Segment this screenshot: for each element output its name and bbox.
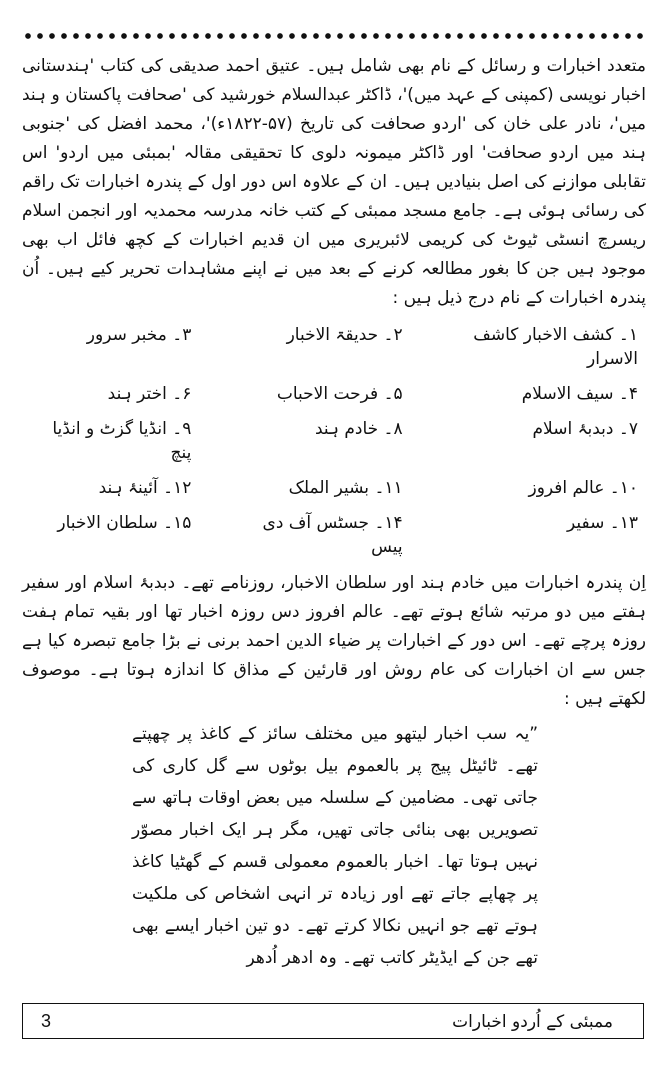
intro-paragraph: متعدد اخبارات و رسائل کے نام بھی شامل ہیں۔ عتیق احمد صدیقی کی کتاب 'ہندستانی اخبار نویسی (کمپنی کے عہد میں)'، ڈاکٹر عبدالسلام خورشید کی 'صحافت پاکستان و ہند میں'، نادر علی خان کی 'اردو صحافت کی تاریخ (۵۷-۱۸۲۲ء)'، محمد افضل کی 'جنوبی ہند میں اردو صحافت' اور ڈاکٹر میمونہ دلوی کا تحقیقی مقالہ 'بمبئی میں اردو' اس تقابلی موازنے کی اصل بنیادیں ہیں۔ ان کے علاوہ اس دور اول کے پندرہ اخبارات تک راقم کی رسائی ہوئی ہے۔ جامع مسجد ممبئی کے کتب خانہ مدرسہ محمدیہ اور انجمن اسلام ریسرچ انسٹی ٹیوٹ کی کریمی لائبریری میں ان قدیم اخبارات کے کچھ فائل اب بھی موجود ہیں جن کا بغور مطالعہ کرنے کے بعد میں نے اپنے مشاہدات تحریر کیے ہیں۔ اُن پندرہ اخبارات کے نام درج ذیل ہیں : xyxy=(22,56,646,308)
top-dotted-rule xyxy=(22,32,646,40)
list-item: ۱۴۔ جسٹس آف دی پیس xyxy=(262,513,403,557)
analysis-paragraph: اِن پندرہ اخبارات میں خادم ہند اور سلطان الاخبار، روزنامے تھے۔ دبدبۂ اسلام اور سفیر ہفتے میں دو مرتبہ شائع ہوتے تھے۔ عالم افروز دس روزہ اخبار تھا اور بقیہ تمام ہفت روزہ پرچے تھے۔ اس دور کے اخبارات پر ضیاء الدین احمد برنی نے بڑا جامع تبصرہ کیا ہے جس سے ان اخبارات کی عام روش اور قارئین کے مذاق کا اندازہ ہوتا ہے۔ موصوف لکھتے ہیں : xyxy=(22,573,646,709)
list-item: ۴۔ سیف الاسلام xyxy=(521,384,638,404)
list-item: ۷۔ دبدبۂ اسلام xyxy=(532,419,638,439)
list-item: ۹۔ انڈیا گزٹ و انڈیا پنچ xyxy=(52,419,192,463)
list-item: ۸۔ خادم ہند xyxy=(314,419,403,439)
list-item: ۱۔ کشف الاخبار کاشف الاسرار xyxy=(473,325,638,369)
page-footer xyxy=(22,1003,644,1039)
list-item: ۱۵۔ سلطان الاخبار xyxy=(57,513,192,533)
page-number: 3 xyxy=(41,1010,52,1031)
list-item: ۱۱۔ بشیر الملک xyxy=(288,478,403,498)
newspaper-list xyxy=(22,323,646,559)
list-item: ۱۲۔ آئینۂ ہند xyxy=(98,478,192,498)
page-body xyxy=(22,52,646,992)
list-item: ۱۰۔ عالم افروز xyxy=(528,478,638,498)
list-item: ۶۔ اختر ہند xyxy=(107,384,192,404)
list-item: ۲۔ حدیقۃ الاخبار xyxy=(286,325,403,345)
list-item: ۱۳۔ سفیر xyxy=(567,513,638,533)
list-item: ۵۔ فرحت الاحباب xyxy=(276,384,403,404)
list-item: ۳۔ مخبر سرور xyxy=(86,325,192,345)
running-title: ممبئی کے اُردو اخبارات xyxy=(452,1011,613,1032)
block-quote: ”یہ سب اخبار لیتھو میں مختلف سائز کے کاغذ پر چھپتے تھے۔ ٹائیٹل پیج پر بالعموم بیل بوٹوں سے گل کاری کی جاتی تھی۔ مضامین کے سلسلہ میں بعض اوقات ہاتھ سے تصویریں بھی بنائی جاتی تھیں، مگر ہر ایک اخبار مصوّر نہیں ہوتا تھا۔ اخبار بالعموم معمولی قسم کے گھٹیا کاغذ پر چھاپے جاتے تھے اور زیادہ تر انہی اشخاص کی ملکیت ہوتے تھے جو انہیں نکالا کرتے تھے۔ دو تین اخبار ایسے بھی تھے جن کے ایڈیٹر کاتب تھے۔ وہ ادھر اُدھر xyxy=(132,724,538,968)
